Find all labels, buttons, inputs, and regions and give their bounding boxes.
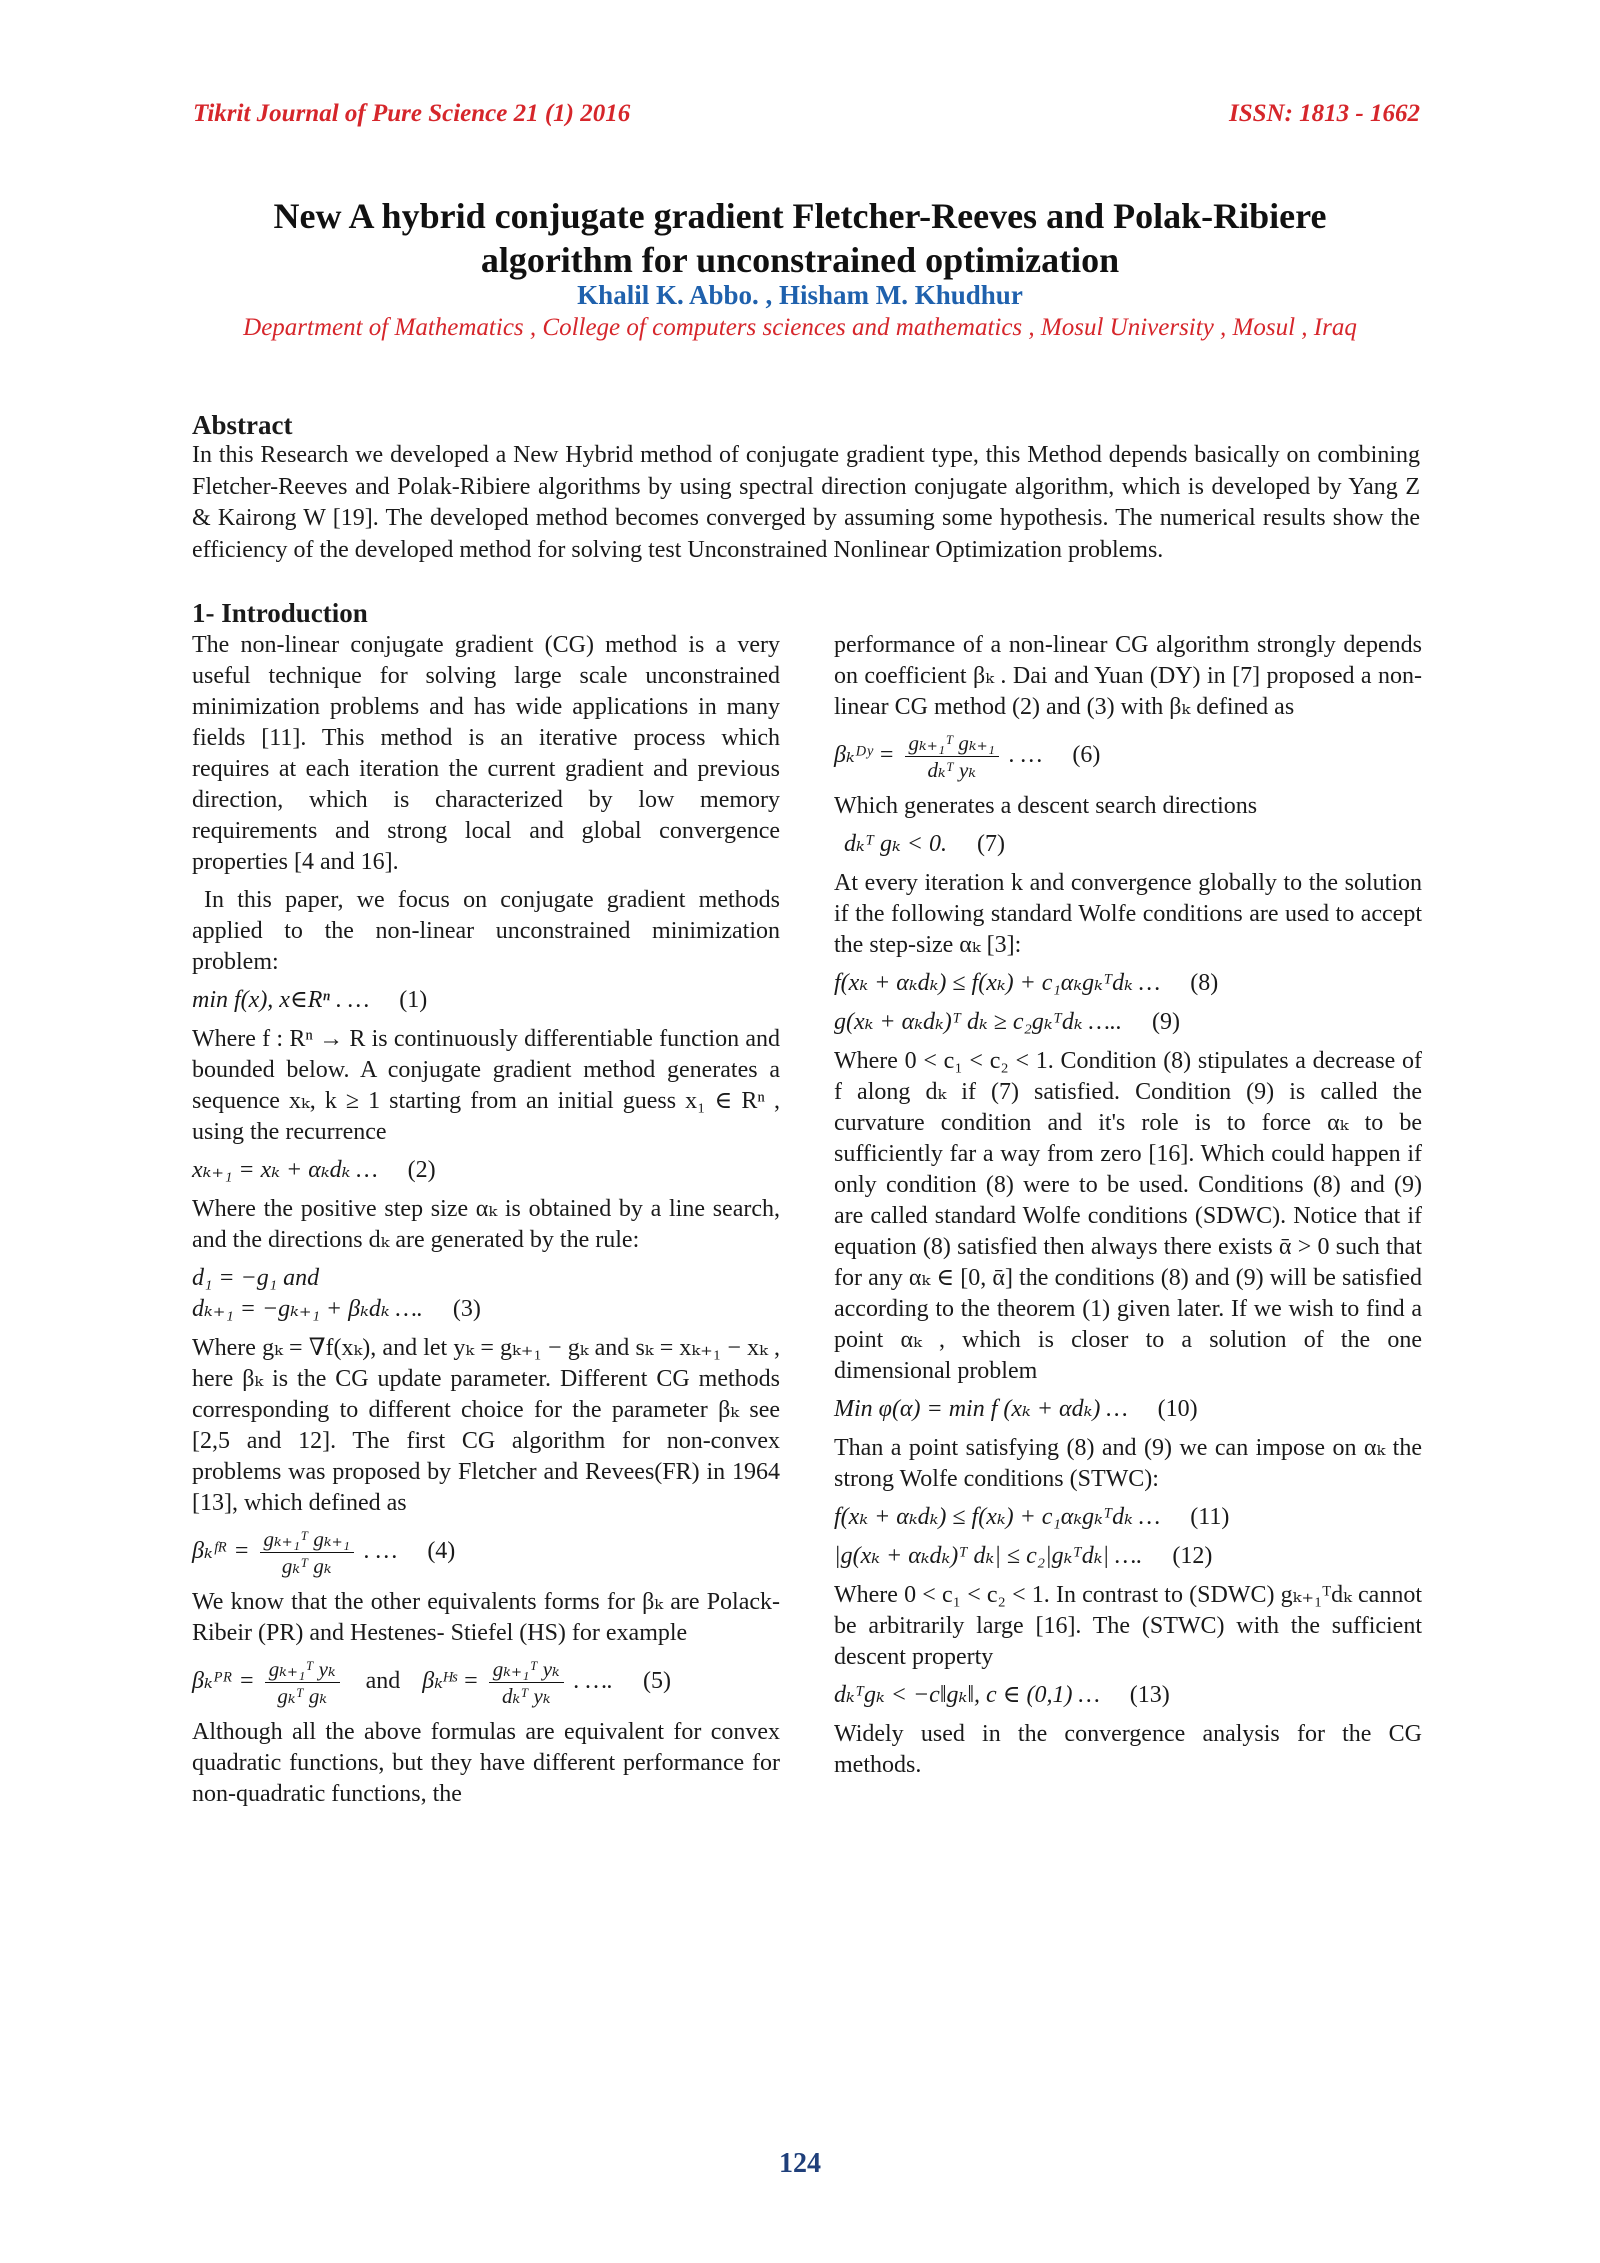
equation-1-body: min f(x), x∈Rⁿ . … [192, 987, 370, 1013]
equation-5b-numerator: gₖ₊₁ᵀ yₖ [489, 1656, 564, 1683]
equation-4-tail: . … [363, 1538, 398, 1565]
journal-name: Tikrit Journal of Pure Science 21 (1) 2016 [193, 100, 631, 127]
equation-13-body: dₖᵀgₖ < −c‖gₖ‖, c ∈ (0,1) … [834, 1682, 1100, 1708]
intro-paragraph-7: Although all the above formulas are equivalent for convex quadratic functions, but they have different performance for non-quadratic functions, the [192, 1719, 780, 1807]
equation-12-number: (12) [1172, 1543, 1213, 1569]
equation-6-tail: . … [1008, 742, 1043, 769]
right-column [834, 630, 1422, 1788]
equation-11-body: f(xₖ + αₖdₖ) ≤ f(xₖ) + c₁αₖgₖᵀdₖ … [834, 1504, 1161, 1530]
equation-7-body: dₖᵀ gₖ < 0. [844, 831, 947, 857]
equation-1-number: (1) [399, 987, 428, 1013]
right-paragraph-7: Widely used in the convergence analysis for the CG methods. [834, 1721, 1422, 1778]
equation-6-denominator: dₖᵀ yₖ [927, 758, 977, 782]
page-number: 124 [779, 2148, 821, 2179]
equation-5a-denominator: gₖᵀ gₖ [277, 1684, 327, 1708]
equation-5-and: and [365, 1668, 401, 1695]
equation-4-number: (4) [427, 1538, 456, 1565]
equation-8-number: (8) [1190, 970, 1219, 996]
authors: Khalil K. Abbo. , Hisham M. Khudhur [577, 280, 1023, 310]
equation-3a: d₁ = −g₁ and [192, 1265, 320, 1291]
equation-2-number: (2) [407, 1157, 436, 1183]
equation-10 [834, 1394, 1422, 1425]
equation-8 [834, 968, 1422, 999]
equation-6 [834, 730, 1422, 783]
intro-paragraph-1: The non-linear conjugate gradient (CG) method is a very useful technique for solving large scale unconstrained minimization problems and has wide applications in many fields [11]. This method is an iterative process which requires at each iteration the current gradient and previous direction, which is characterized by low memory requirements and strong local and global convergence properties [4 and 16]. [192, 632, 780, 875]
equation-7 [844, 829, 1422, 860]
equation-5b-fraction [489, 1656, 564, 1709]
equation-11 [834, 1502, 1422, 1533]
equation-5-tail: . …. [573, 1668, 614, 1695]
equation-12-body: |g(xₖ + αₖdₖ)ᵀ dₖ| ≤ c₂|gₖᵀdₖ| …. [834, 1543, 1143, 1569]
equation-2 [192, 1155, 780, 1186]
abstract-heading: Abstract [192, 410, 293, 440]
abstract-text: In this Research we developed a New Hybrid method of conjugate gradient type, this Method depends basically on combining Fletcher-Reeves and Polak-Ribiere algorithms by using spectral direction conjugate algorithm, which is developed by Yang Z & Kairong W [19]. The developed method becomes converged by assuming some hypothesis. The numerical results show the efficiency of the developed method for solving test Unconstrained Nonlinear Optimization problems. [192, 442, 1420, 563]
paper-title [0, 194, 1600, 282]
right-paragraph-3: At every iteration k and convergence globally to the solution if the following standard Wolfe conditions are used to accept the step-size αₖ [3]: [834, 870, 1422, 958]
equation-5-number: (5) [643, 1668, 672, 1695]
title-line-2: algorithm for unconstrained optimization [480, 240, 1120, 280]
equation-6-numerator: gₖ₊₁ᵀ gₖ₊₁ [905, 730, 999, 757]
equation-5b-denominator: dₖᵀ yₖ [501, 1684, 551, 1708]
affiliation: Department of Mathematics , College of computers sciences and mathematics , Mosul University , Mosul , Iraq [243, 314, 1357, 341]
equation-13 [834, 1680, 1422, 1711]
equation-11-number: (11) [1190, 1504, 1230, 1530]
equation-4-fraction [260, 1526, 354, 1579]
equation-10-number: (10) [1157, 1396, 1198, 1422]
right-paragraph-6: Where 0 < c₁ < c₂ < 1. In contrast to (SDWC) gₖ₊₁ᵀdₖ cannot be arbitrarily large [16]. The (STWC) with the sufficient descent property [834, 1582, 1422, 1670]
equation-9-number: (9) [1152, 1009, 1180, 1035]
right-paragraph-4: Where 0 < c₁ < c₂ < 1. Condition (8) stipulates a decrease of f along dₖ if (7) satisfied. Condition (9) is called the curvature condition and it's role is to force αₖ to be sufficiently far a way from zero [16]. Which could happen if only condition (8) were to be used. Conditions (8) and (9) are called standard Wolfe conditions (SDWC). Notice that if equation (8) satisfied then always there exists ᾱ > 0 such that for any αₖ ∈ [0, ᾱ] the conditions (8) and (9) will be satisfied according to the theorem (1) given later. If we wish to find a point αₖ , which is closer to a solution of the one dimensional problem [834, 1048, 1422, 1384]
equation-13-number: (13) [1129, 1682, 1170, 1708]
intro-paragraph-3: Where f : Rⁿ → R is continuously differentiable function and bounded below. A conjugate gradient method generates a sequence xₖ, k ≥ 1 starting from an initial guess x₁ ∈ Rⁿ , using the recurrence [192, 1026, 780, 1145]
equation-5 [192, 1656, 780, 1709]
equation-7-number: (7) [976, 831, 1005, 857]
equation-3b: dₖ₊₁ = −gₖ₊₁ + βₖdₖ …. [192, 1296, 423, 1322]
equation-4-numerator: gₖ₊₁ᵀ gₖ₊₁ [260, 1526, 354, 1553]
intro-paragraph-5: Where gₖ = ∇f(xₖ), and let yₖ = gₖ₊₁ − gₖ and sₖ = xₖ₊₁ − xₖ , here βₖ is the CG update parameter. Different CG methods corresponding to different choice for the parameter βₖ see [2,5 and 12]. The first CG algorithm for non-convex problems was proposed by Fletcher and Revees(FR) in 1964 [13], which defined as [192, 1335, 780, 1516]
equation-9 [834, 1007, 1422, 1038]
title-line-1: New A hybrid conjugate gradient Fletcher-Reeves and Polak-Ribiere [273, 196, 1327, 236]
equation-5b-lhs: βₖᴴˢ = [422, 1668, 479, 1695]
equation-1 [192, 985, 780, 1016]
right-paragraph-1: performance of a non-linear CG algorithm strongly depends on coefficient βₖ . Dai and Yuan (DY) in [7] proposed a non-linear CG method (2) and (3) with βₖ defined as [834, 632, 1422, 720]
equation-4-lhs: βₖᶠᴿ = [192, 1538, 250, 1565]
equation-8-body: f(xₖ + αₖdₖ) ≤ f(xₖ) + c₁αₖgₖᵀdₖ … [834, 970, 1161, 996]
equation-4-denominator: gₖᵀ gₖ [281, 1554, 332, 1578]
equation-2-body: xₖ₊₁ = xₖ + αₖdₖ … [192, 1157, 378, 1183]
equation-9-body: g(xₖ + αₖdₖ)ᵀ dₖ ≥ c₂gₖᵀdₖ ….. [834, 1009, 1122, 1035]
introduction-heading: 1- Introduction [192, 598, 368, 628]
equation-5a-lhs: βₖᴾᴿ = [192, 1668, 255, 1695]
intro-paragraph-4: Where the positive step size αₖ is obtained by a line search, and the directions dₖ are generated by the rule: [192, 1196, 780, 1253]
equation-10-body: Min φ(α) = min f (xₖ + αdₖ) … [834, 1396, 1128, 1422]
equation-3-number: (3) [452, 1296, 481, 1322]
equation-5a-numerator: gₖ₊₁ᵀ yₖ [265, 1656, 340, 1683]
equation-3 [192, 1263, 780, 1325]
right-paragraph-5: Than a point satisfying (8) and (9) we can impose on αₖ the strong Wolfe conditions (STWC): [834, 1435, 1422, 1492]
right-paragraph-2: Which generates a descent search directions [834, 793, 1258, 819]
equation-4 [192, 1526, 780, 1579]
equation-6-lhs: βₖᴰʸ = [834, 742, 895, 769]
equation-6-fraction [905, 730, 999, 783]
equation-12 [834, 1541, 1422, 1572]
equation-5a-fraction [265, 1656, 340, 1709]
intro-paragraph-2: In this paper, we focus on conjugate gradient methods applied to the non-linear unconstrained minimization problem: [192, 887, 780, 975]
equation-6-number: (6) [1072, 742, 1101, 769]
intro-paragraph-6: We know that the other equivalents forms for βₖ are Polack-Ribeir (PR) and Hestenes- Stiefel (HS) for example [192, 1589, 780, 1646]
left-column [192, 630, 780, 1817]
issn: ISSN: 1813 - 1662 [1229, 100, 1420, 127]
